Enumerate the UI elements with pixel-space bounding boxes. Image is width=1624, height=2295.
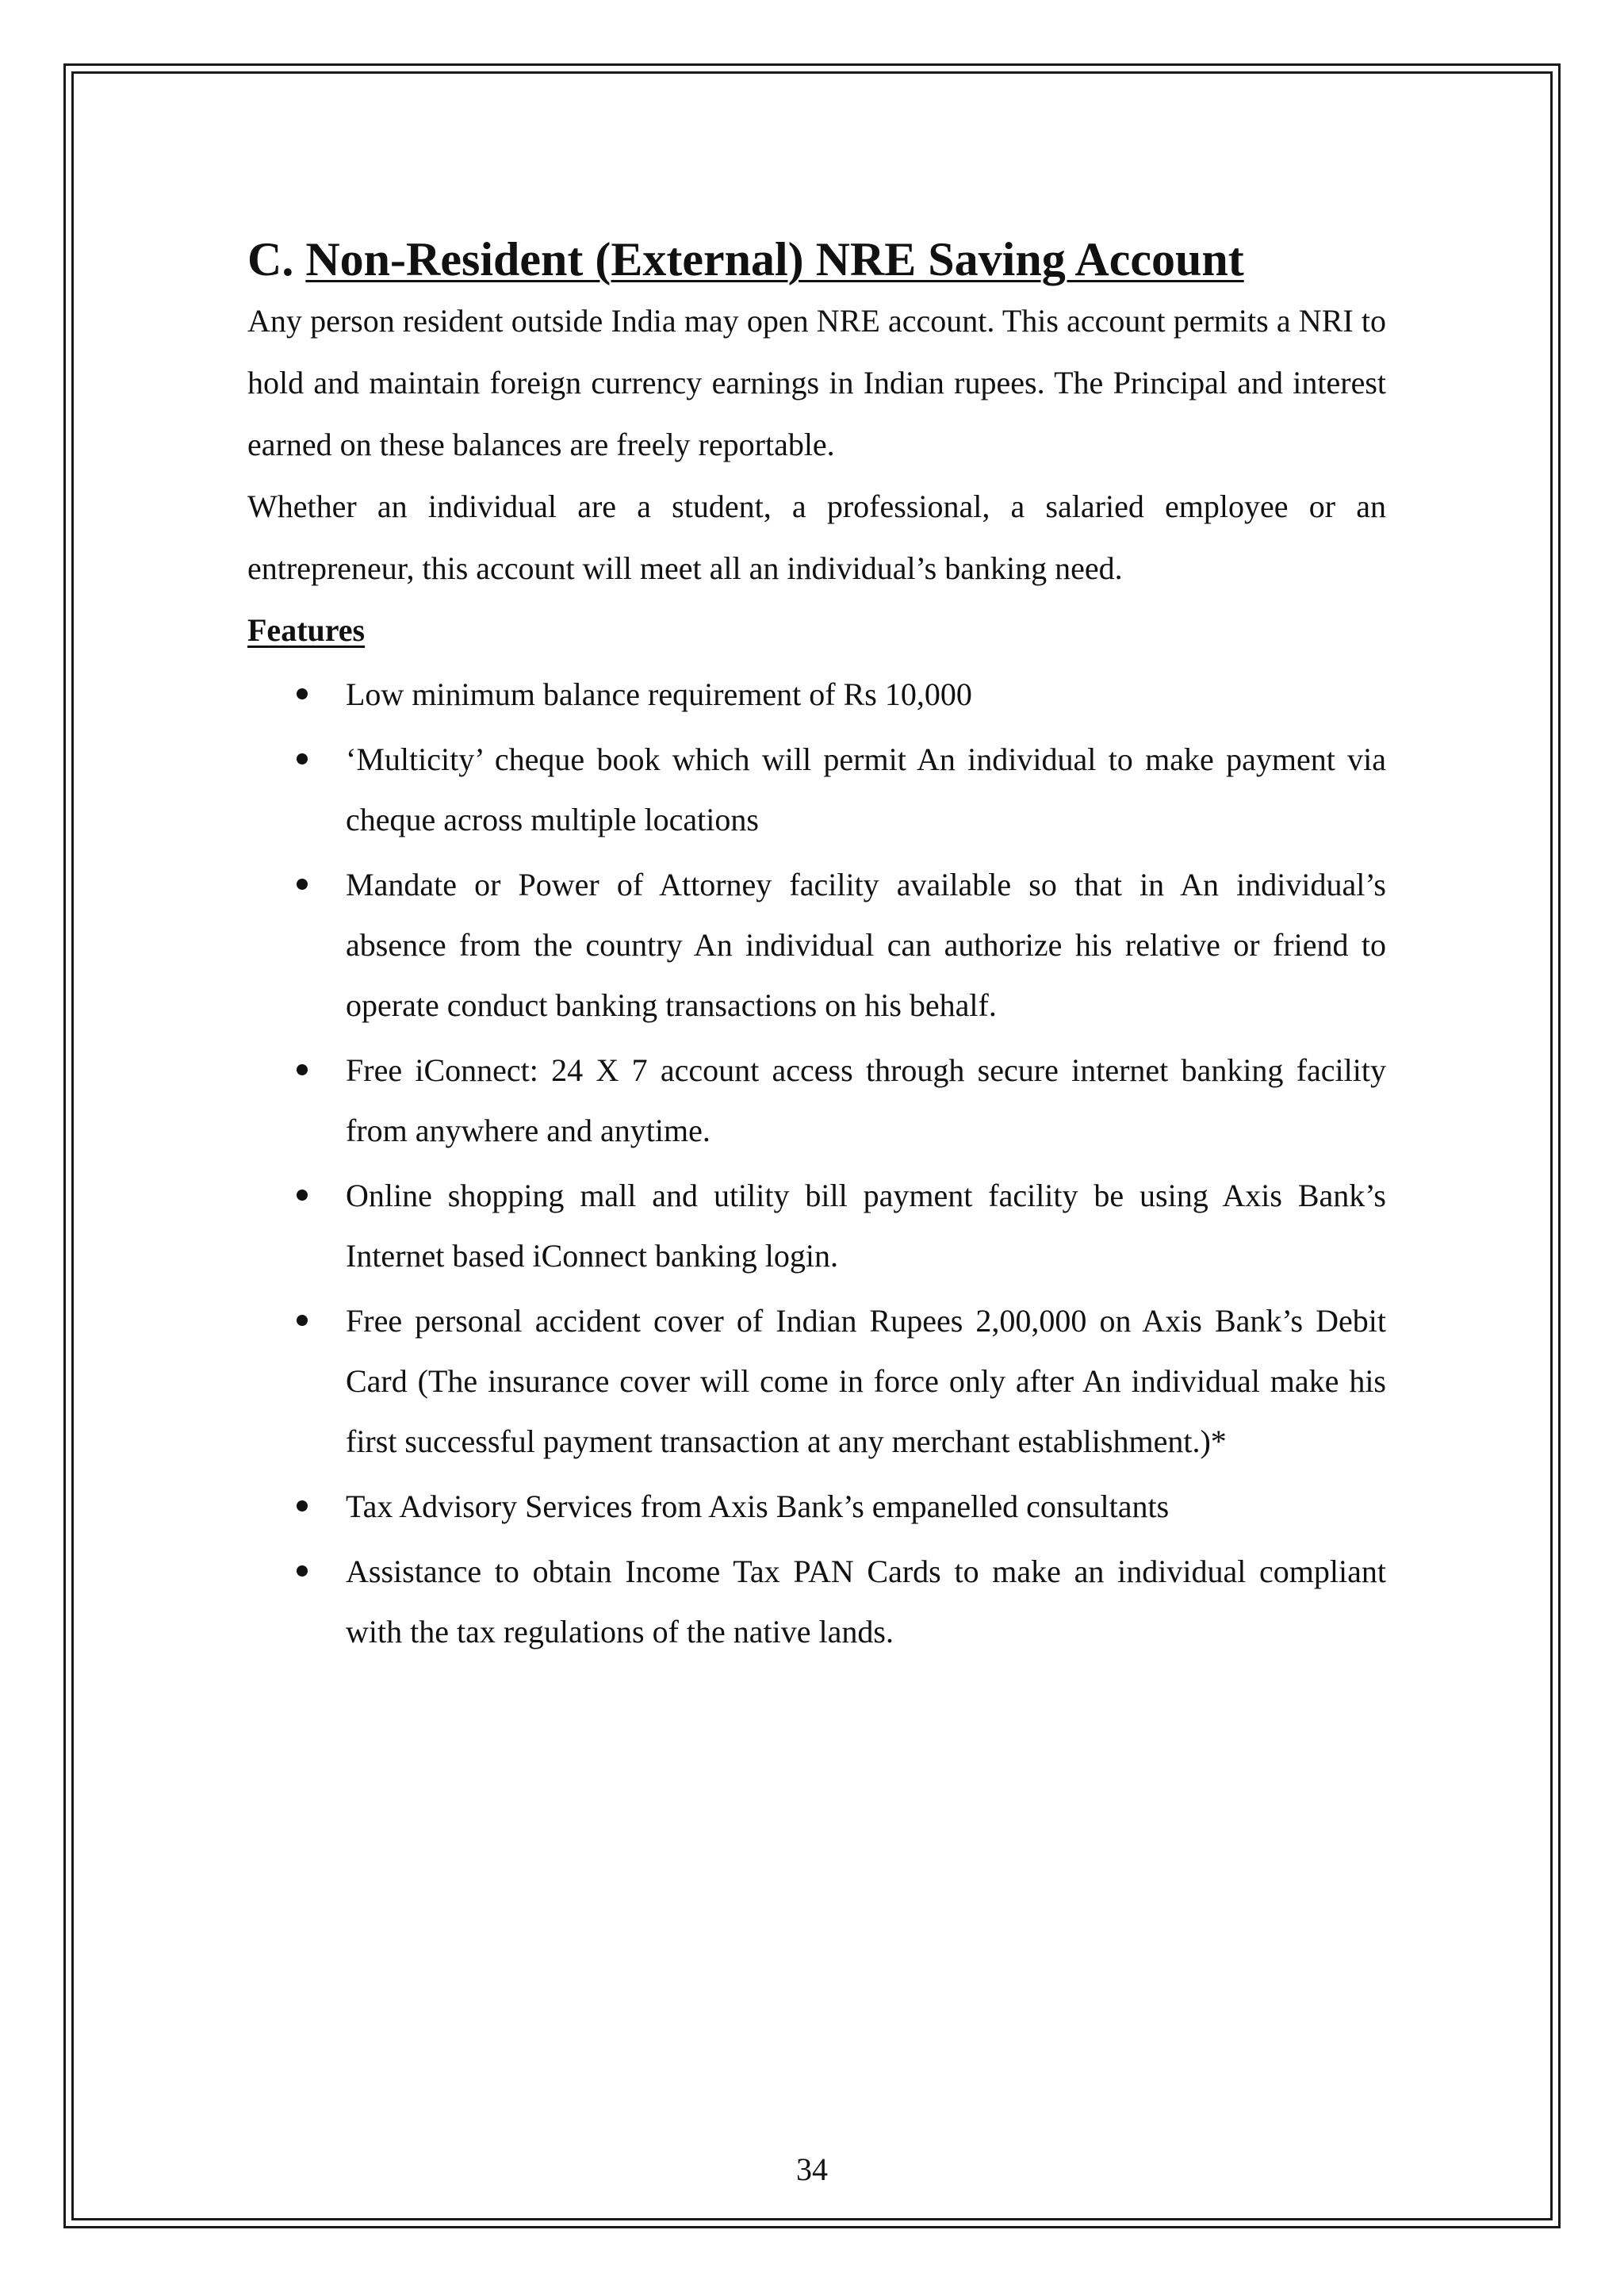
bullet-icon	[297, 1190, 308, 1201]
feature-item	[247, 1542, 1386, 1662]
feature-item	[247, 1477, 1386, 1537]
feature-item	[247, 1040, 1386, 1161]
intro-paragraph: Any person resident outside India may open NRE account. This account permits a NRI to hold and maintain foreign currency earnings in Indian rupees. The Principal and interest earned on these balances are freely reportable.	[247, 303, 1386, 462]
audience-paragraph: Whether an individual are a student, a professional, a salaried employee or an entrepreneur, this account will meet all an individual’s banking need.	[247, 489, 1386, 586]
feature-text: Low minimum balance requirement of Rs 10,000	[346, 676, 972, 712]
features-list	[247, 665, 1386, 1662]
feature-item	[247, 1166, 1386, 1286]
bullet-icon	[297, 753, 308, 764]
feature-text: Mandate or Power of Attorney facility available so that in An individual’s absence from the country An individual can authorize his relative or friend to operate conduct banking transactions on his behalf.	[346, 867, 1386, 1023]
section-heading	[247, 228, 1386, 290]
page-number: 34	[796, 2151, 828, 2187]
page-content	[247, 228, 1386, 1667]
feature-text: Free iConnect: 24 X 7 account access through secure internet banking facility from anywhere and anytime.	[346, 1052, 1386, 1148]
features-heading: Features	[247, 612, 366, 648]
feature-item	[247, 855, 1386, 1036]
bullet-icon	[297, 1064, 308, 1075]
feature-text: ‘Multicity’ cheque book which will permit An individual to make payment via cheque across multiple locations	[346, 741, 1386, 837]
bullet-icon	[297, 1500, 308, 1511]
bullet-icon	[297, 688, 308, 699]
feature-text: Tax Advisory Services from Axis Bank’s empanelled consultants	[346, 1488, 1170, 1524]
section-title: Non-Resident (External) NRE Saving Account	[305, 233, 1244, 285]
feature-item	[247, 730, 1386, 850]
bullet-icon	[297, 1565, 308, 1577]
feature-text: Online shopping mall and utility bill payment facility be using Axis Bank’s Internet based iConnect banking login.	[346, 1178, 1386, 1274]
bullet-icon	[297, 879, 308, 890]
feature-item	[247, 1291, 1386, 1472]
section-letter: C.	[247, 233, 294, 285]
feature-text: Assistance to obtain Income Tax PAN Cards to make an individual compliant with the tax regulations of the native lands.	[346, 1554, 1386, 1649]
feature-item	[247, 665, 1386, 725]
bullet-icon	[297, 1315, 308, 1326]
feature-text: Free personal accident cover of Indian Rupees 2,00,000 on Axis Bank’s Debit Card (The insurance cover will come in force only after An individual make his first successful payment transaction at any merchant establishment.)*	[346, 1303, 1386, 1459]
